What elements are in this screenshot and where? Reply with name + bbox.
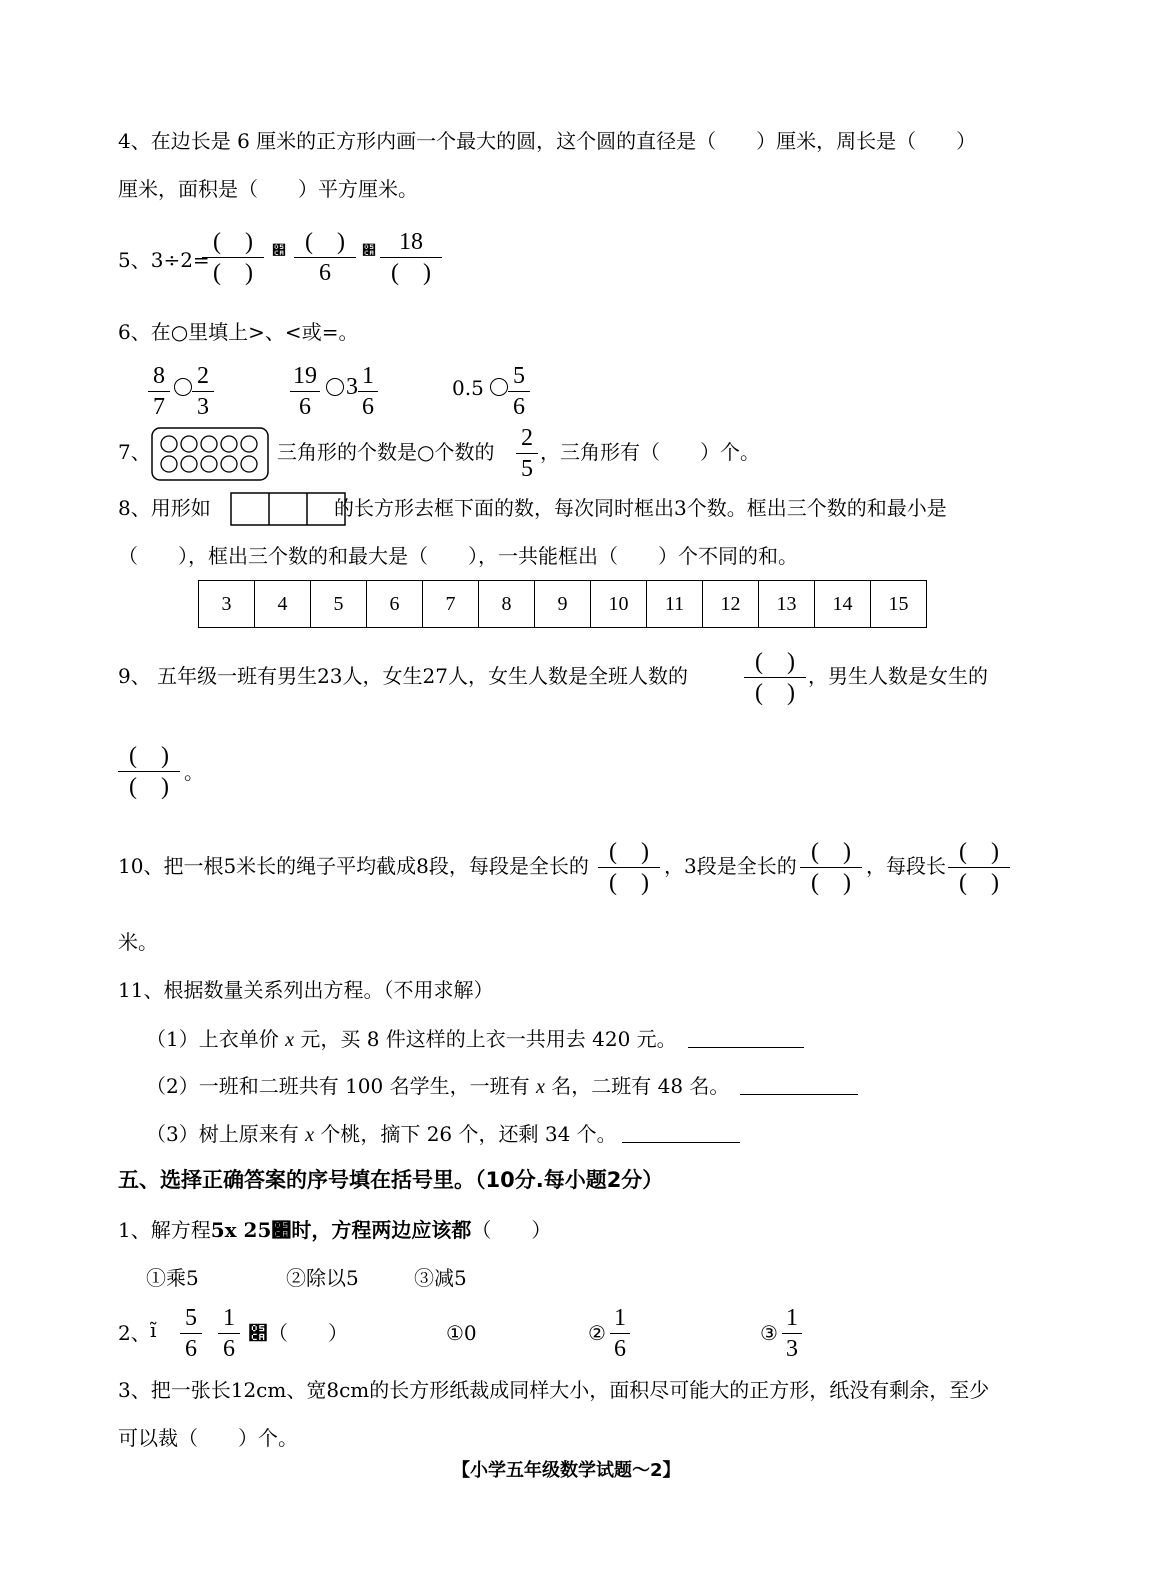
- q11-sub-2: （2）一班和二班共有 100 名学生，一班有 x 名，二班有 48 名。: [146, 1074, 730, 1098]
- q7-text-2: ，三角形有（ ）个。: [540, 440, 760, 464]
- section-5-title: 五、选择正确答案的序号填在括号里。（10分.每小题2分）: [118, 1168, 664, 1192]
- s5-q2-option-3[interactable]: ③: [760, 1321, 778, 1345]
- answer-blank-3[interactable]: [622, 1142, 740, 1143]
- number-cell: 8: [479, 581, 535, 628]
- q8-line-1: 的长方形去框下面的数，每次同时框出3个数。框出三个数的和最小是: [334, 496, 947, 520]
- s5-q1-option-2[interactable]: ②除以5: [286, 1266, 359, 1290]
- q10-fraction-1: ( ) ( ): [598, 840, 660, 895]
- q8-prefix: 8、用形如: [118, 496, 211, 520]
- q6-fraction-b: $\frac{2}{3}$: [192, 364, 214, 419]
- s5-q3-line-1: 3、把一张长12cm、宽8cm的长方形纸裁成同样大小，面积尽可能大的正方形，纸没有剩余，至少: [118, 1378, 990, 1402]
- q5-symbol-2: ׊: [362, 243, 376, 259]
- q10-end: 米。: [118, 930, 158, 954]
- s5-q1-option-3[interactable]: ③减5: [414, 1266, 467, 1290]
- compare-circle-3[interactable]: [490, 378, 508, 396]
- q9-line-1-end: ，男生人数是女生的: [808, 664, 988, 688]
- q7-number: 7、: [118, 440, 151, 464]
- q11-sub-3: （3）树上原来有 x 个桃，摘下 26 个，还剩 34 个。: [146, 1122, 617, 1146]
- q9-end: 。: [184, 760, 204, 784]
- number-cell: 13: [759, 581, 815, 628]
- s5-q2-fraction-1: $\frac{5}{6}$: [180, 1306, 202, 1361]
- q9-fraction-2: ( ) ( ): [118, 744, 180, 799]
- q10-fraction-3: ( ) ( ): [948, 840, 1010, 895]
- number-cell: 12: [703, 581, 759, 628]
- number-cell: 14: [815, 581, 871, 628]
- q6-fraction-f: $\frac{5}{6}$: [508, 364, 530, 419]
- compare-circle-2[interactable]: [326, 378, 344, 396]
- s5-q2-symbol: ĩ: [150, 1318, 157, 1342]
- q6-title: 6、在○里填上>、<或=。: [118, 320, 359, 344]
- number-table: [198, 580, 927, 628]
- number-cell: 11: [647, 581, 703, 628]
- q5-prefix: 5、3÷2=: [118, 248, 210, 272]
- q4-line2: 厘米，面积是（ ）平方厘米。: [118, 177, 418, 201]
- compare-circle-1[interactable]: [174, 378, 192, 396]
- q11-sub-1: （1）上衣单价 x 元，买 8 件这样的上衣一共用去 420 元。: [146, 1027, 677, 1051]
- number-cell: 5: [311, 581, 367, 628]
- s5-q2-option-2-fraction: $\frac{1}{6}$: [610, 1306, 630, 1361]
- q9-fraction-1: ( ) ( ): [744, 650, 806, 705]
- q10-fraction-2: ( ) ( ): [800, 840, 862, 895]
- answer-blank-2[interactable]: [740, 1094, 858, 1095]
- page-footer: 【小学五年级数学试题～2】: [452, 1460, 681, 1481]
- s5-q2-fraction-2: $\frac{1}{6}$: [218, 1306, 240, 1361]
- number-row: [199, 581, 927, 628]
- q4-line1: 4、在边长是 6 厘米的正方形内画一个最大的圆，这个圆的直径是（ ）厘米，周长是（ ）: [118, 129, 977, 153]
- q9-line-1: 9、 五年级一班有男生23人，女生27人，女生人数是全班人数的: [118, 664, 688, 688]
- s5-q2-option-2[interactable]: ②: [588, 1321, 606, 1345]
- q10-text-3: ，每段长: [866, 854, 946, 878]
- q6-fraction-c: $\frac{19}{6}$: [290, 364, 320, 419]
- s5-q2-number: 2、: [118, 1321, 151, 1345]
- s5-q2-option-1[interactable]: ①0: [446, 1321, 477, 1345]
- q6-mixed-whole: 3: [346, 374, 358, 400]
- q5-symbol-1: ׊: [272, 243, 286, 259]
- q10-text-2: ，3段是全长的: [664, 854, 797, 878]
- three-cell-frame-figure: [230, 492, 348, 526]
- number-cell: 6: [367, 581, 423, 628]
- number-cell: 9: [535, 581, 591, 628]
- circles-box-figure: [150, 426, 272, 482]
- q5-fraction-1: ( ) ( ): [202, 230, 264, 285]
- q7-text-1: 三角形的个数是○个数的: [277, 440, 495, 464]
- q10-text-1: 10、把一根5米长的绳子平均截成8段，每段是全长的: [118, 854, 589, 878]
- q5-fraction-2: ( ) 6: [294, 230, 356, 285]
- number-cell: 3: [199, 581, 255, 628]
- q11-title: 11、根据数量关系列出方程。（不用求解）: [118, 978, 494, 1002]
- s5-q3-line-2: 可以裁（ ）个。: [118, 1426, 298, 1450]
- q6-decimal: 0.5: [452, 376, 484, 400]
- number-cell: 10: [591, 581, 647, 628]
- number-cell: 7: [423, 581, 479, 628]
- s5-q1: 1、解方程5x ׊25时，方程两边应该都（ ）: [118, 1218, 552, 1242]
- q6-fraction-a: $\frac{8}{7}$: [148, 364, 170, 419]
- number-cell: 15: [871, 581, 927, 628]
- answer-blank-1[interactable]: [688, 1047, 804, 1048]
- q6-fraction-d: $\frac{1}{6}$: [358, 364, 378, 419]
- s5-q2-eq: ׊（ ）: [248, 1321, 348, 1345]
- number-cell: 4: [255, 581, 311, 628]
- q7-fraction: $\frac{2}{5}$: [516, 426, 538, 481]
- s5-q2-option-3-fraction: $\frac{1}{3}$: [782, 1306, 802, 1361]
- q8-line-2: （ ），框出三个数的和最大是（ ），一共能框出（ ）个不同的和。: [118, 544, 798, 568]
- s5-q1-option-1[interactable]: ①乘5: [146, 1266, 199, 1290]
- q5-fraction-3: 18 ( ): [380, 230, 442, 285]
